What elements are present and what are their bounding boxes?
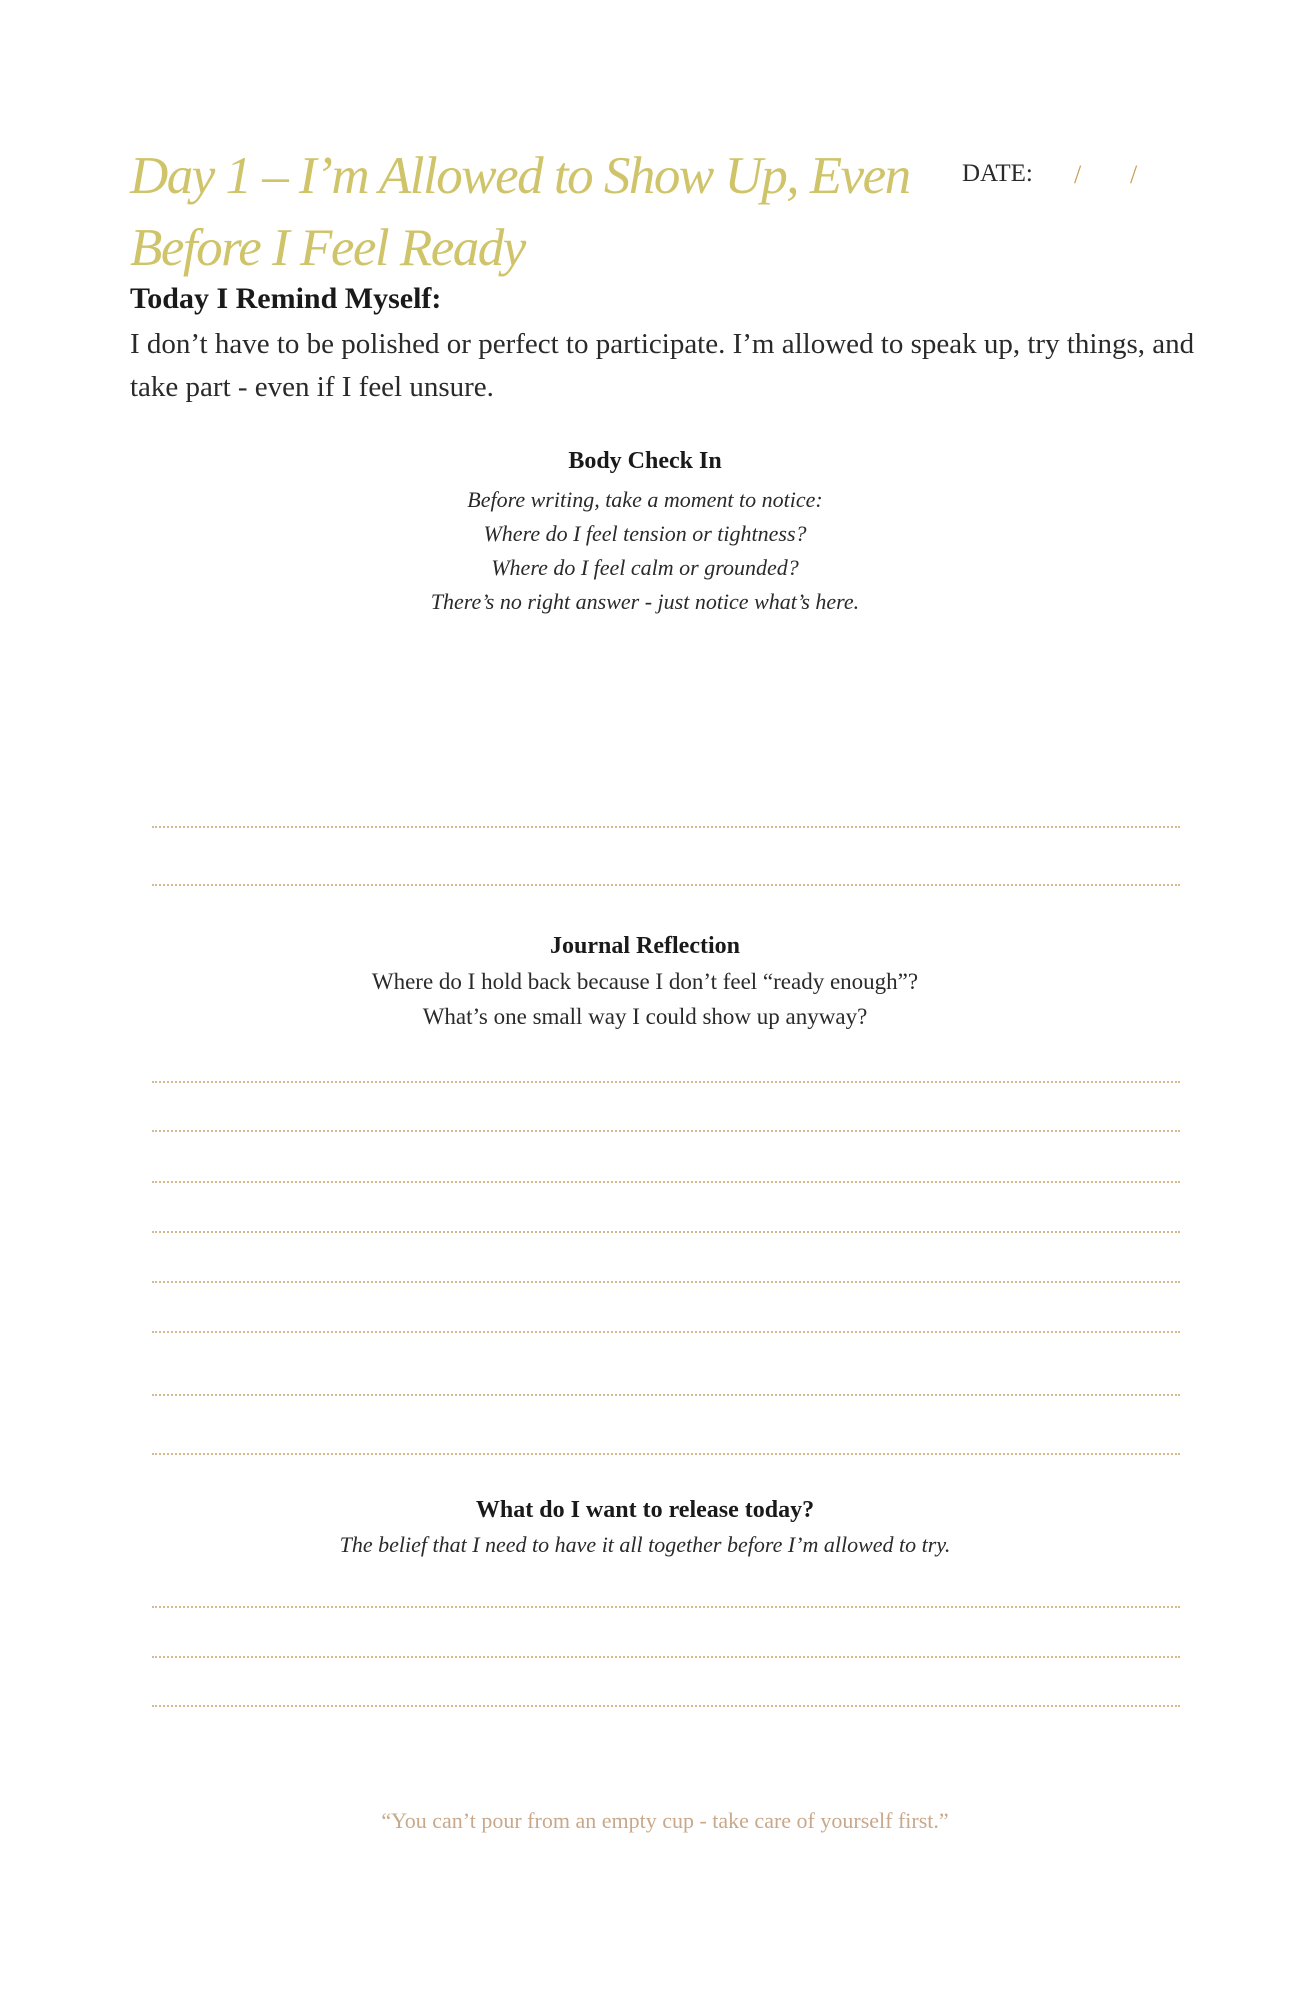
body-check-prompts bbox=[130, 483, 1160, 619]
writing-line[interactable] bbox=[152, 1231, 1180, 1233]
writing-line[interactable] bbox=[152, 1453, 1180, 1455]
release-line: The belief that I need to have it all together before I’m allowed to try. bbox=[339, 1532, 951, 1557]
page-title: Day 1 – I’m Allowed to Show Up, Even Before I Feel Ready bbox=[130, 147, 910, 277]
body-check-line: Before writing, take a moment to notice: bbox=[467, 487, 823, 512]
body-check-line: Where do I feel calm or grounded? bbox=[491, 555, 799, 580]
date-label: DATE: bbox=[962, 160, 1033, 187]
writing-line[interactable] bbox=[152, 1656, 1180, 1658]
writing-line[interactable] bbox=[152, 1394, 1180, 1396]
writing-line[interactable] bbox=[152, 1606, 1180, 1608]
journal-line: What’s one small way I could show up anyway? bbox=[422, 1004, 868, 1029]
body-check-line: Where do I feel tension or tightness? bbox=[483, 521, 807, 546]
footer-quote: “You can’t pour from an empty cup - take care of yourself first.” bbox=[381, 1808, 949, 1833]
remind-body: I don’t have to be polished or perfect to participate. I’m allowed to speak up, try things, and take part - even if I feel unsure. bbox=[130, 328, 1195, 403]
writing-line[interactable] bbox=[152, 1281, 1180, 1283]
release-prompt bbox=[130, 1528, 1160, 1562]
writing-line[interactable] bbox=[152, 826, 1180, 828]
journal-line: Where do I hold back because I don’t feel “ready enough”? bbox=[371, 969, 919, 994]
date-separator-2: / bbox=[1130, 160, 1138, 189]
writing-line[interactable] bbox=[152, 1181, 1180, 1183]
remind-heading: Today I Remind Myself: bbox=[130, 282, 442, 315]
journal-prompts bbox=[130, 964, 1160, 1034]
release-section bbox=[130, 1497, 1160, 1562]
journal-section bbox=[130, 933, 1160, 1034]
body-check-line: There’s no right answer - just notice what’s here. bbox=[430, 589, 860, 614]
writing-line[interactable] bbox=[152, 1705, 1180, 1707]
journal-heading: Journal Reflection bbox=[550, 933, 740, 959]
writing-line[interactable] bbox=[152, 1130, 1180, 1132]
body-check-heading: Body Check In bbox=[568, 448, 722, 474]
body-check-section bbox=[130, 448, 1160, 619]
writing-line[interactable] bbox=[152, 884, 1180, 886]
release-heading: What do I want to release today? bbox=[475, 1497, 815, 1523]
writing-line[interactable] bbox=[152, 1081, 1180, 1083]
writing-line[interactable] bbox=[152, 1331, 1180, 1333]
date-separator-1: / bbox=[1074, 160, 1082, 189]
